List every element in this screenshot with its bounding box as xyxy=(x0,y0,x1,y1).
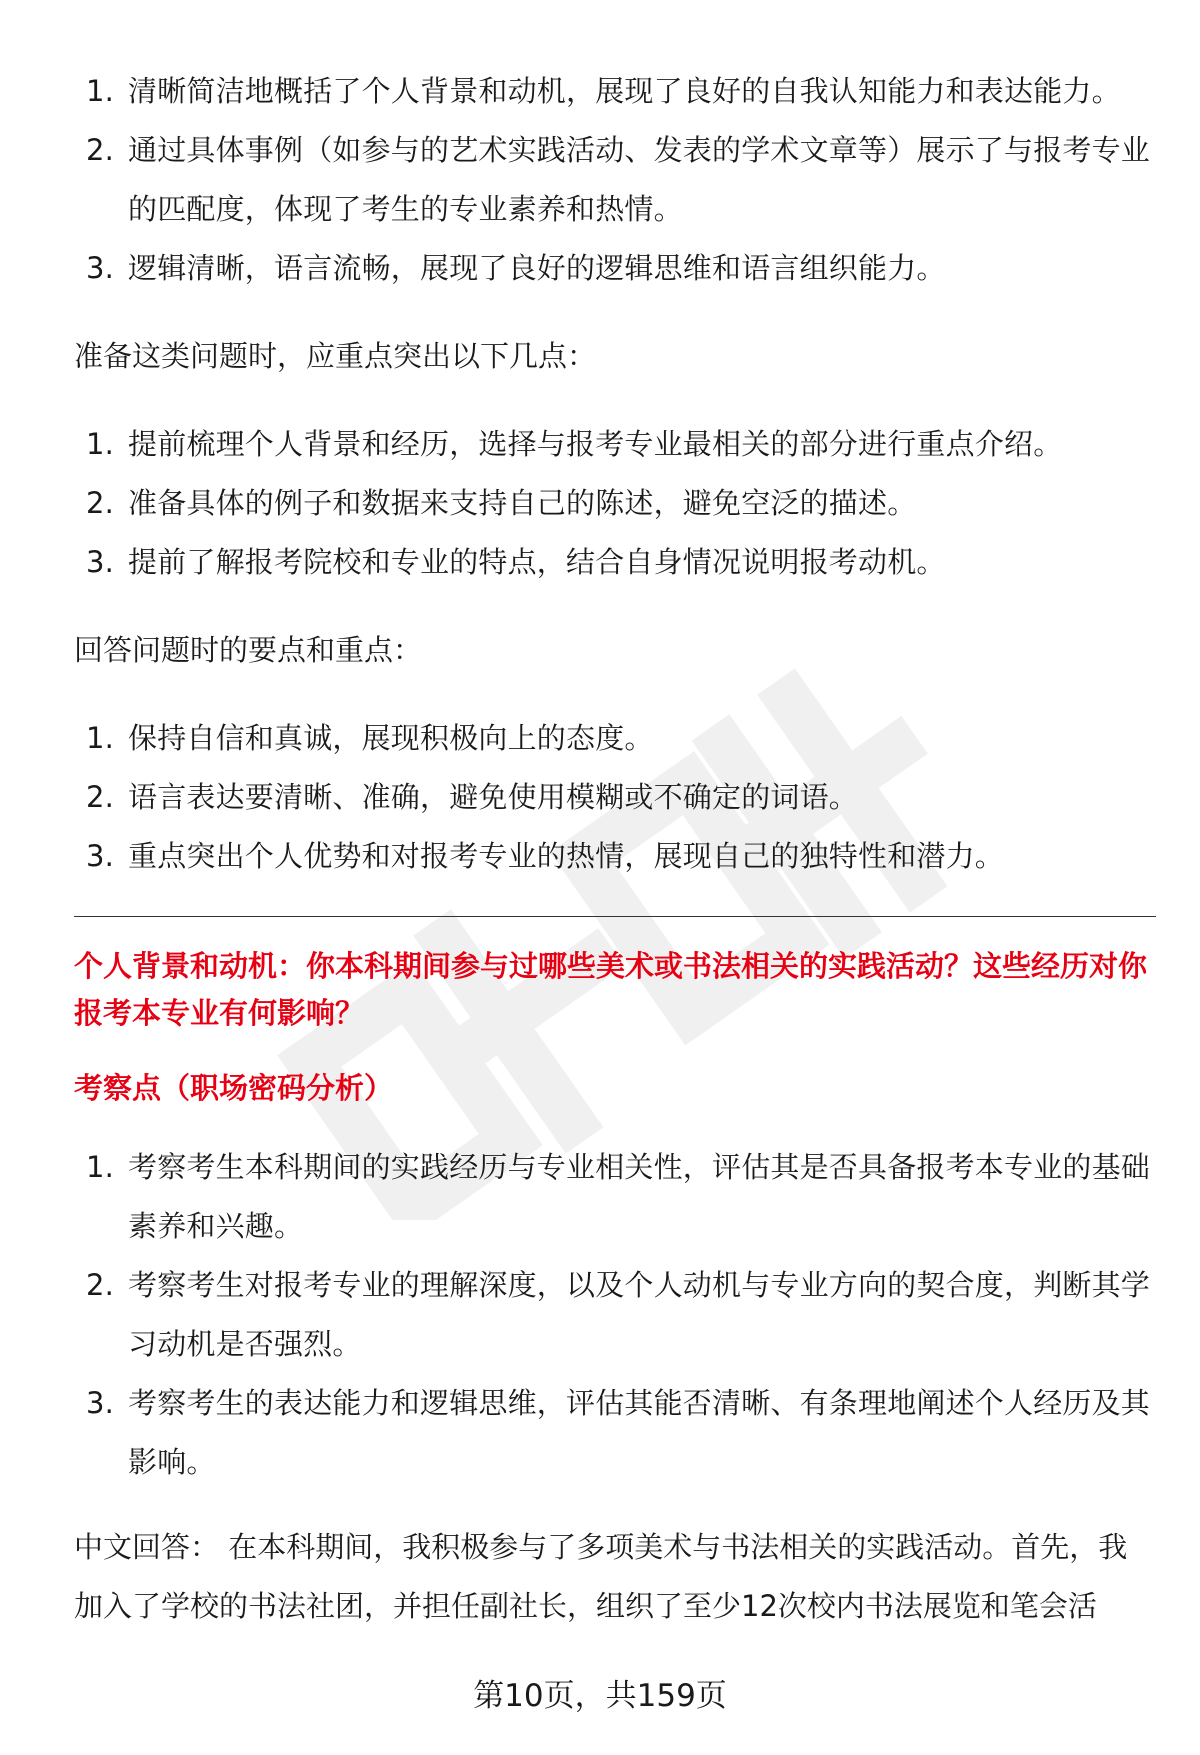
list-item-text: 考察考生本科期间的实践经历与专业相关性，评估其是否具备报考本专业的基础素养和兴趣。 xyxy=(128,1150,1151,1243)
list-item-text: 重点突出个人优势和对报考专业的热情，展现自己的独特性和潜力。 xyxy=(128,839,1005,873)
list-item: 1. 提前梳理个人背景和经历，选择与报考专业最相关的部分进行重点介绍。 xyxy=(86,427,1063,461)
list-item-text: 提前梳理个人背景和经历，选择与报考专业最相关的部分进行重点介绍。 xyxy=(128,427,1063,461)
evaluation-list xyxy=(74,62,1156,298)
list-item-text: 清晰简洁地概括了个人背景和动机，展现了良好的自我认知能力和表达能力。 xyxy=(128,74,1121,108)
list-item: 3. 逻辑清晰，语言流畅，展现了良好的逻辑思维和语言组织能力。 xyxy=(86,251,946,285)
list-item-text: 通过具体事例（如参与的艺术实践活动、发表的学术文章等）展示了与报考专业的匹配度，体现了考生的专业素养和热情。 xyxy=(128,133,1151,226)
list-item: 1. 清晰简洁地概括了个人背景和动机，展现了良好的自我认知能力和表达能力。 xyxy=(86,74,1121,108)
list-item-text: 逻辑清晰，语言流畅，展现了良好的逻辑思维和语言组织能力。 xyxy=(128,251,946,285)
prepare-heading: 准备这类问题时，应重点突出以下几点： xyxy=(74,339,597,373)
list-item: 3. 提前了解报考院校和专业的特点，结合自身情况说明报考动机。 xyxy=(86,545,946,579)
question-title: 个人背景和动机：你本科期间参与过哪些美术或书法相关的实践活动？这些经历对你报考本专业有何影响？ xyxy=(74,949,1148,1030)
list-item: 1. 保持自信和真诚，展现积极向上的态度。 xyxy=(86,721,654,755)
section-divider xyxy=(74,916,1156,917)
answer-tips-heading: 回答问题时的要点和重点： xyxy=(74,633,423,667)
list-item-text: 准备具体的例子和数据来支持自己的陈述，避免空泛的描述。 xyxy=(128,486,917,520)
chinese-answer: 中文回答： 在本科期间，我积极参与了多项美术与书法相关的实践活动。首先，我加入了学校的书法社团，并担任副社长，组织了至少12次校内书法展览和笔会活 xyxy=(74,1530,1128,1623)
list-item: 1. 考察考生本科期间的实践经历与专业相关性，评估其是否具备报考本专业的基础素养和兴趣。 xyxy=(86,1150,1151,1243)
list-item-text: 语言表达要清晰、准确，避免使用模糊或不确定的词语。 xyxy=(128,780,859,814)
list-item-text: 考察考生对报考专业的理解深度，以及个人动机与专业方向的契合度，判断其学习动机是否强烈。 xyxy=(128,1268,1151,1361)
list-item: 2. 准备具体的例子和数据来支持自己的陈述，避免空泛的描述。 xyxy=(86,486,917,520)
page-number-footer: 第10页，共159页 xyxy=(473,1678,727,1714)
list-item-text: 保持自信和真诚，展现积极向上的态度。 xyxy=(128,721,654,755)
list-item: 3. 考察考生的表达能力和逻辑思维，评估其能否清晰、有条理地阐述个人经历及其影响。 xyxy=(86,1386,1151,1479)
exam-points-list xyxy=(74,1138,1156,1492)
list-item-text: 提前了解报考院校和专业的特点，结合自身情况说明报考动机。 xyxy=(128,545,946,579)
prepare-list xyxy=(74,415,1156,592)
exam-points-heading: 考察点（职场密码分析） xyxy=(74,1071,394,1105)
list-item: 3. 重点突出个人优势和对报考专业的热情，展现自己的独特性和潜力。 xyxy=(86,839,1005,873)
document-body xyxy=(74,62,1156,1665)
list-item: 2. 考察考生对报考专业的理解深度，以及个人动机与专业方向的契合度，判断其学习动机是否强烈。 xyxy=(86,1268,1151,1361)
answer-tips-list xyxy=(74,709,1156,886)
list-item: 2. 语言表达要清晰、准确，避免使用模糊或不确定的词语。 xyxy=(86,780,859,814)
list-item: 2. 通过具体事例（如参与的艺术实践活动、发表的学术文章等）展示了与报考专业的匹配度，体现了考生的专业素养和热情。 xyxy=(86,133,1151,226)
list-item-text: 考察考生的表达能力和逻辑思维，评估其能否清晰、有条理地阐述个人经历及其影响。 xyxy=(128,1386,1151,1479)
